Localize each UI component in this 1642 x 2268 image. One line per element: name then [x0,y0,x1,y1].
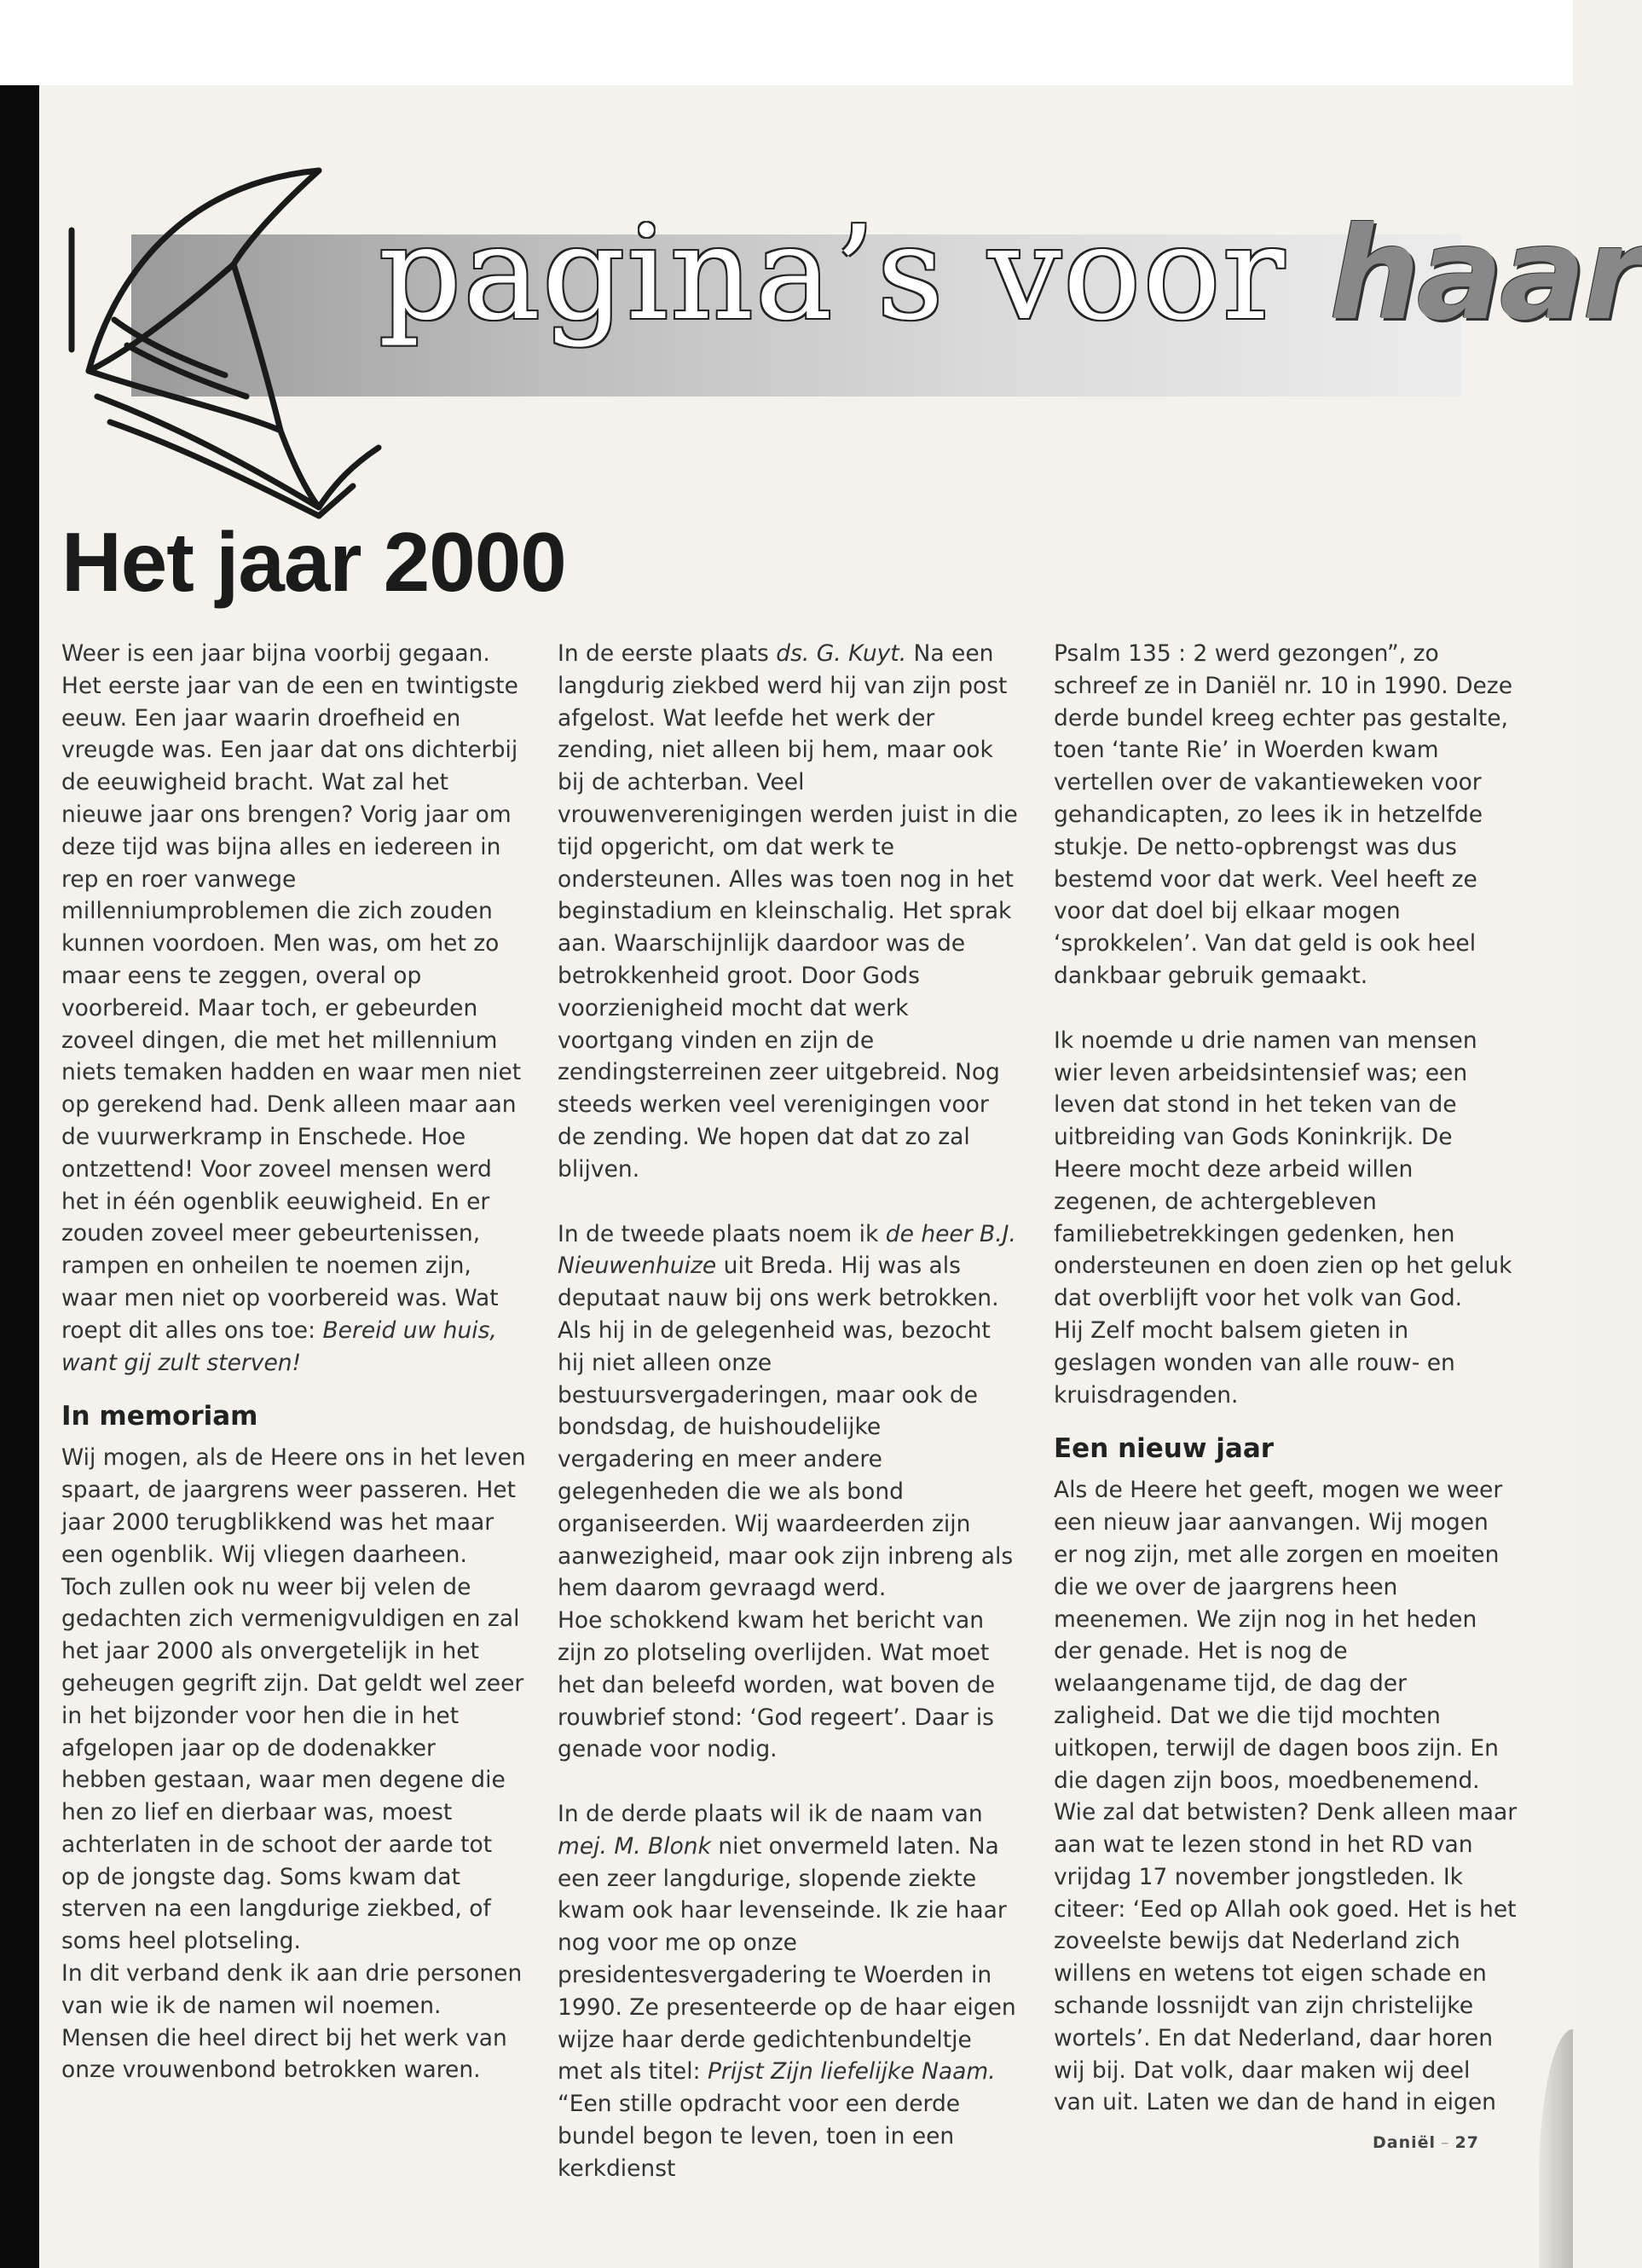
paragraph: Hij Zelf mocht balsem gieten in geslagen wonden van alle rouw- en kruisdragenden. [1054,1316,1455,1409]
paragraph-italic: Bereid uw huis, want gij zult sterven! [61,1316,497,1376]
paragraph: Als de Heere het geeft, mogen we weer een nieuw jaar aanvangen. Wij mogen er nog zijn, met alle zorgen en moeiten die we over de jaargrens heen meenemen. We zijn nog in het heden der genade. Het is nog de welaangename tijd, de dag der zaligheid. Dat we die tijd mochten uitkopen, terwijl de dagen boos zijn. En die dagen zijn boos, moedbenemend. Wie zal dat betwisten? Denk alleen maar aan wat te lezen stond in het RD van vrijdag 17 november jongstleden. Ik citeer: ‘Eed op Allah ook goed. Het is het zoveelste bewijs dat Nederland zich willens en wetens tot eigen schade en schande lossnijdt van zijn christelijke wortels’. En dat Nederland, daar horen wij bij. Dat volk, daar maken wij deel van uit. Laten we dan de hand in eigen [1054,1477,1518,2116]
scan-top-margin [0,0,1573,85]
paragraph-text: Na een langdurig ziekbed werd hij van zijn post afgelost. Wat leefde het werk der zending, niet alleen bij hem, maar ook bij de achterban. Veel vrouwenverenigingen werden juist in die tijd opgericht, om dat werk te ondersteunen. Alles was toen nog in het beginstadium en kleinschalig. Het sprak aan. Waarschijnlijk daardoor was de betrokkenheid groot. Door Gods voorzienigheid mocht dat werk voortgang vinden en zijn de zendingsterreinen zeer uitgebreid. Nog steeds werken veel verenigingen voor de zending. We hopen dat dat zo zal blijven. [558,640,1018,1183]
page-curl [1539,2029,1573,2268]
section-title-main: pagina’s voor [379,198,1329,349]
book-title: Prijst Zijn liefelijke Naam. [707,2058,996,2086]
article-column-3 [1054,638,1518,2119]
section-banner [63,192,1642,448]
section-title-accent: haar [1328,200,1642,349]
scan-spine-shadow [0,85,39,2268]
paragraph: In dit verband denk ik aan drie personen van wie ik de namen wil noemen. Mensen die heel direct bij het werk van onze vrouwenbond betrokken waren. [61,1960,523,2084]
section-title [379,198,1642,349]
article-column-2 [558,638,1022,2185]
subheading-in-memoriam: In memoriam [61,1401,258,1432]
paragraph [61,638,526,1379]
paragraph-text: “Een stille opdracht voor een derde bundel begon te leven, toen in een kerkdienst [558,2091,961,2182]
article-column-1 [61,638,526,2086]
paragraph-text: Weer is een jaar bijna voorbij gegaan. Het eerste jaar van de een en twintigste eeuw. Een jaar waarin droefheid en vreugde was. Een jaar dat ons dichterbij de eeuwigheid bracht. Wat zal het nieuwe jaar ons brengen? Vorig jaar om deze tijd was bijna alles en iedereen in rep en roer vanwege millenniumproblemen die zich zouden kunnen voordoen. Men was, om het zo maar eens te zeggen, overal op voorbereid. Maar toch, er gebeurden zoveel dingen, die met het millennium niets temaken hadden en waar men niet op gerekend had. Denk alleen maar aan de vuurwerkramp in Enschede. Hoe ontzettend! Voor zoveel mensen werd het in één ogenblik eeuwigheid. En er zouden zoveel meer gebeurtenissen, rampen en onheilen te noemen zijn, waar men niet op voorbereid was. Wat roept dit alles ons toe: [61,640,522,1344]
person-name: mej. M. Blonk [558,1832,711,1860]
open-book-icon [63,149,404,558]
paragraph [558,1798,1022,2185]
paragraph: Hoe schokkend kwam het bericht van zijn zo plotseling overlijden. Wat moet het dan beleefd worden, wat boven de rouwbrief stond: ‘God regeert’. Daar is genade voor nodig. [558,1607,996,1763]
paragraph-text: uit Breda. Hij was als deputaat nauw bij ons werk betrokken. Als hij in de gelegenheid was, bezocht hij niet alleen onze bestuursvergaderingen, maar ook de bondsdag, de huishoudelijke vergadering en meer andere gelegenheden die we als bond organiseerden. Wij waardeerden zijn aanwezigheid, maar ook zijn inbreng als hem daarom gevraagd werd. [558,1253,1014,1602]
footer-separator: – [1441,2133,1450,2152]
paragraph: Wij mogen, als de Heere ons in het leven spaart, de jaargrens weer passeren. Het jaar 2000 terugblikkend was het maar een ogenblik. Wij vliegen daarheen. [61,1444,526,1568]
paragraph-text: In de eerste plaats [558,640,777,667]
paragraph-text: In de derde plaats wil ik de naam van [558,1801,983,1828]
paragraph [558,1218,1022,1606]
article-headline: Het jaar 2000 [61,515,566,609]
paragraph: Toch zullen ook nu weer bij velen de gedachten zich vermenigvuldigen en zal het jaar 2000 als onvergetelijk in het geheugen gegrift zijn. Dat geldt wel zeer in het bijzonder voor hen die in het afgelopen jaar op de dodenakker hebben gestaan, waar men degene die hen zo lief en dierbaar was, moest achterlaten in de schoot der aarde tot op de jongste dag. Soms kwam dat sterven na een langdurige ziekbed, of soms heel plotseling. [61,1573,524,1955]
paragraph-text: In de tweede plaats noem ik [558,1220,886,1247]
page-number: 27 [1454,2133,1479,2152]
paragraph: Psalm 135 : 2 werd gezongen”, zo schreef ze in Daniël nr. 10 in 1990. Deze derde bundel kreeg echter pas gestalte, toen ‘tante Rie’ in Woerden kwam vertellen over de vakantieweken voor gehandicapten, zo lees ik in hetzelfde stukje. De netto-opbrengst was dus bestemd voor dat werk. Veel heeft ze voor dat doel bij elkaar mogen ‘sprokkelen’. Van dat geld is ook heel dankbaar gebruik gemaakt. [1054,640,1512,989]
paragraph [558,638,1022,1186]
page-footer [1373,2133,1479,2152]
subheading-een-nieuw-jaar: Een nieuw jaar [1054,1433,1275,1465]
paragraph-text: niet onvermeld laten. Na een zeer langdurige, slopende ziekte kwam ook haar levenseinde. Ik zie haar nog voor me op onze presidentesvergadering te Woerden in 1990. Ze presenteerde op de haar eigen wijze haar derde gedichtenbundeltje met als titel: [558,1832,1016,2086]
person-name: ds. G. Kuyt. [776,640,907,667]
person-name: de heer B.J. Nieuwenhuize [558,1220,1016,1280]
paragraph: Ik noemde u drie namen van mensen wier leven arbeidsintensief was; een leven dat stond in het teken van de uitbreiding van Gods Koninkrijk. De Heere mocht deze arbeid willen zegenen, de achtergebleven familiebetrekkingen gedenken, hen ondersteunen en doen zien op het geluk dat overblijft voor het volk van God. [1054,1027,1512,1312]
magazine-name: Daniël [1373,2133,1437,2152]
